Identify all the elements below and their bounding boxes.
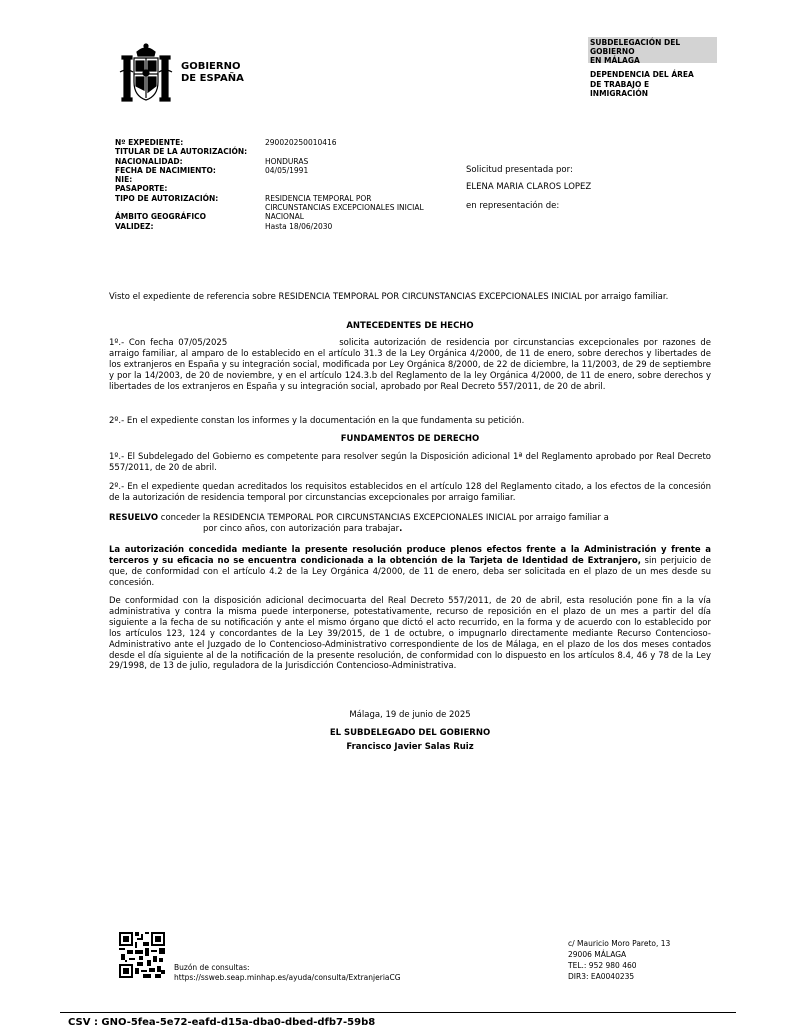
fundamento-1: 1º.- El Subdelegado del Gobierno es competente para resolver según la Disposición adicional 1ª del Reglamento aprobado por Real Decreto 557/2011, de 20 de abril. <box>109 452 711 473</box>
footer-divider <box>60 1012 736 1013</box>
solicitante-nombre: ELENA MARIA CLAROS LOPEZ <box>466 182 592 192</box>
field-label: FECHA DE NACIMIENTO: <box>115 165 216 175</box>
dependencia-block <box>590 70 694 99</box>
field-label: PASAPORTE: <box>115 184 168 194</box>
resuelvo-linea2: por cinco años, con autorización para trabajar <box>203 523 400 534</box>
lugar-fecha: Málaga, 19 de junio de 2025 <box>349 710 471 720</box>
autorizacion-paragraph <box>109 545 711 589</box>
resuelvo-paragraph <box>109 513 711 535</box>
autorizacion-rest: sin perjuicio de que, de conformidad con el artículo 4.2 de la Ley Orgánica 4/2000, de 11 de enero, deba ser solicitada en el plazo de un mes desde su concesión. <box>109 555 712 588</box>
dependencia-line1: DEPENDENCIA DEL ÁREA <box>590 70 694 79</box>
resuelvo-label: RESUELVO <box>109 513 159 523</box>
address-line2: 29006 MÁLAGA <box>568 950 627 959</box>
field-label: TITULAR DE LA AUTORIZACIÓN: <box>115 147 248 157</box>
fundamento-2: 2º.- En el expediente quedan acreditados los requisitos establecidos en el artículo 128 del Reglamento citado, a los efectos de la concesión de la autorización de residencia temporal por circunstancias excepcionales por arraigo familiar. <box>109 482 711 503</box>
dependencia-line3: INMIGRACIÓN <box>590 89 649 98</box>
buzon-link[interactable]: https://ssweb.seap.minhap.es/ayuda/consulta/ExtranjeriaCG <box>174 973 401 982</box>
field-value: 04/05/1991 <box>265 165 309 175</box>
expediente-table <box>115 138 460 231</box>
antecedente-1-texto: solicita autorización de residencia por circunstancias excepcionales por razones de arraigo familiar, al amparo de lo establecido en el artículo 31.3 de la Ley Orgánica 4/2000, de 11 de enero, sobre derechos y libertades de los extranjeros en España y su integración social, modificada por Ley Orgánica 8/2000, de 22 de diciembre, la 11/2003, de 29 de septiembre y por la 14/2003, de 20 de noviembre, y en el artículo 124.3.b del Reglamento de la ley Orgánica 4/2000, de 11 de enero, sobre derechos y libertades de los extranjeros en España y su integración social, aprobado por Real Decreto 557/2011, de 20 de abril. <box>109 338 711 392</box>
subdelegacion-line3: EN MÁLAGA <box>590 56 640 63</box>
coat-of-arms-logo <box>119 42 173 106</box>
firmante-nombre: Francisco Javier Salas Ruiz <box>346 742 474 752</box>
solicitud-presentada-label: Solicitud presentada por: <box>466 165 573 175</box>
buzon-label: Buzón de consultas: <box>174 963 250 972</box>
recursos-paragraph: De conformidad con la disposición adicional decimocuarta del Real Decreto 557/2011, de 20 de abril, esta resolución pone fin a la vía administrativa y contra la misma puede interponerse, potestativamente, recurso de reposición en el plazo de un mes a partir del día siguiente a la fecha de su notificación y ante el mismo órgano que dictó el acto recurrido, en la forma y de acuerdo con lo establecido por los artículos 123, 124 y concordantes de la Ley 39/2015, de 1 de octubre, o impugnarlo directamente mediante Recurso Contencioso-Administrativo ante el Juzgado de lo Contencioso-Administrativo correspondiente de los de Málaga, en el plazo de los dos meses contados desde el día siguiente al de la notificación de la presente resolución, de conformidad con lo dispuesto en los artículos 8.4, 46 y 78 de la Ley 29/1998, de 13 de julio, reguladora de la Jurisdicción Contencioso-Administrativa. <box>109 596 711 672</box>
field-label: NACIONALIDAD: <box>115 156 183 166</box>
expediente-row <box>115 175 460 184</box>
antecedente-1 <box>109 338 711 393</box>
csv-code: CSV : GNO-5fea-5e72-eafd-d15a-dba0-dbed-dfb7-59b8 <box>68 1017 376 1028</box>
expediente-row <box>115 222 460 231</box>
expediente-row <box>115 166 460 175</box>
field-value: Hasta 18/06/2030 <box>265 221 333 231</box>
field-value: 290020250010416 <box>265 138 337 147</box>
field-value <box>265 147 460 156</box>
field-value <box>265 175 460 184</box>
field-label <box>115 203 265 212</box>
field-value: HONDURAS <box>265 156 309 166</box>
dependencia-line2: DE TRABAJO E <box>590 79 650 89</box>
expediente-row <box>115 203 460 212</box>
logo-line1: GOBIERNO <box>181 61 241 72</box>
visto-paragraph: Visto el expediente de referencia sobre RESIDENCIA TEMPORAL POR CIRCUNSTANCIAS EXCEPCIONALES INICIAL por arraigo familiar. <box>109 292 669 302</box>
firmante-cargo: EL SUBDELEGADO DEL GOBIERNO <box>329 728 491 738</box>
subdelegacion-line2: GOBIERNO <box>590 47 635 56</box>
resuelvo-texto: conceder la RESIDENCIA TEMPORAL POR CIRCUNSTANCIAS EXCEPCIONALES INICIAL por arraigo familiar a <box>160 513 609 523</box>
fundamentos-heading: FUNDAMENTOS DE DERECHO <box>340 434 480 444</box>
resuelvo-punto: . <box>399 523 403 534</box>
expediente-row <box>115 212 460 221</box>
expediente-row <box>115 194 460 203</box>
expediente-row <box>115 184 460 193</box>
qr-code <box>119 932 165 978</box>
expediente-row <box>115 157 460 166</box>
buzon-consultas <box>174 963 401 983</box>
antecedente-1-fecha: 1º.- Con fecha 07/05/2025 <box>109 338 228 348</box>
antecedentes-heading: ANTECEDENTES DE HECHO <box>346 321 474 331</box>
representacion-label: en representación de: <box>466 201 560 211</box>
telefono: TEL.: 952 980 460 <box>568 961 637 970</box>
subdelegacion-line1: SUBDELEGACIÓN DEL <box>590 38 681 47</box>
field-label: VALIDEZ: <box>115 221 154 231</box>
expediente-row <box>115 138 460 147</box>
subdelegacion-box <box>588 37 717 63</box>
field-value: RESIDENCIA TEMPORAL POR <box>265 193 372 203</box>
expediente-row <box>115 147 460 156</box>
gobierno-logo-text <box>181 61 244 85</box>
field-label: ÁMBITO GEOGRÁFICO <box>115 212 207 222</box>
antecedente-2: 2º.- En el expediente constan los informes y la documentación en la que fundamenta su petición. <box>109 416 525 426</box>
dir3-code: DIR3: EA0040235 <box>568 972 635 981</box>
field-label: TIPO DE AUTORIZACIÓN: <box>115 193 219 203</box>
autorizacion-bold: La autorización concedida mediante la presente resolución produce plenos efectos frente a la Administración y frente a terceros y su eficacia no se encuentra condicionada a la obtención de la Tarjeta de Identidad de Extranjero, <box>109 545 711 566</box>
field-value <box>265 184 460 193</box>
address-line1: c/ Mauricio Moro Pareto, 13 <box>568 939 671 948</box>
field-label: Nº EXPEDIENTE: <box>115 138 184 147</box>
logo-line2: DE ESPAÑA <box>181 73 244 84</box>
field-value: NACIONAL <box>265 212 304 222</box>
direccion-block <box>568 938 670 982</box>
field-value: CIRCUNSTANCIAS EXCEPCIONALES INICIAL <box>265 203 424 213</box>
field-label: NIE: <box>115 175 133 185</box>
